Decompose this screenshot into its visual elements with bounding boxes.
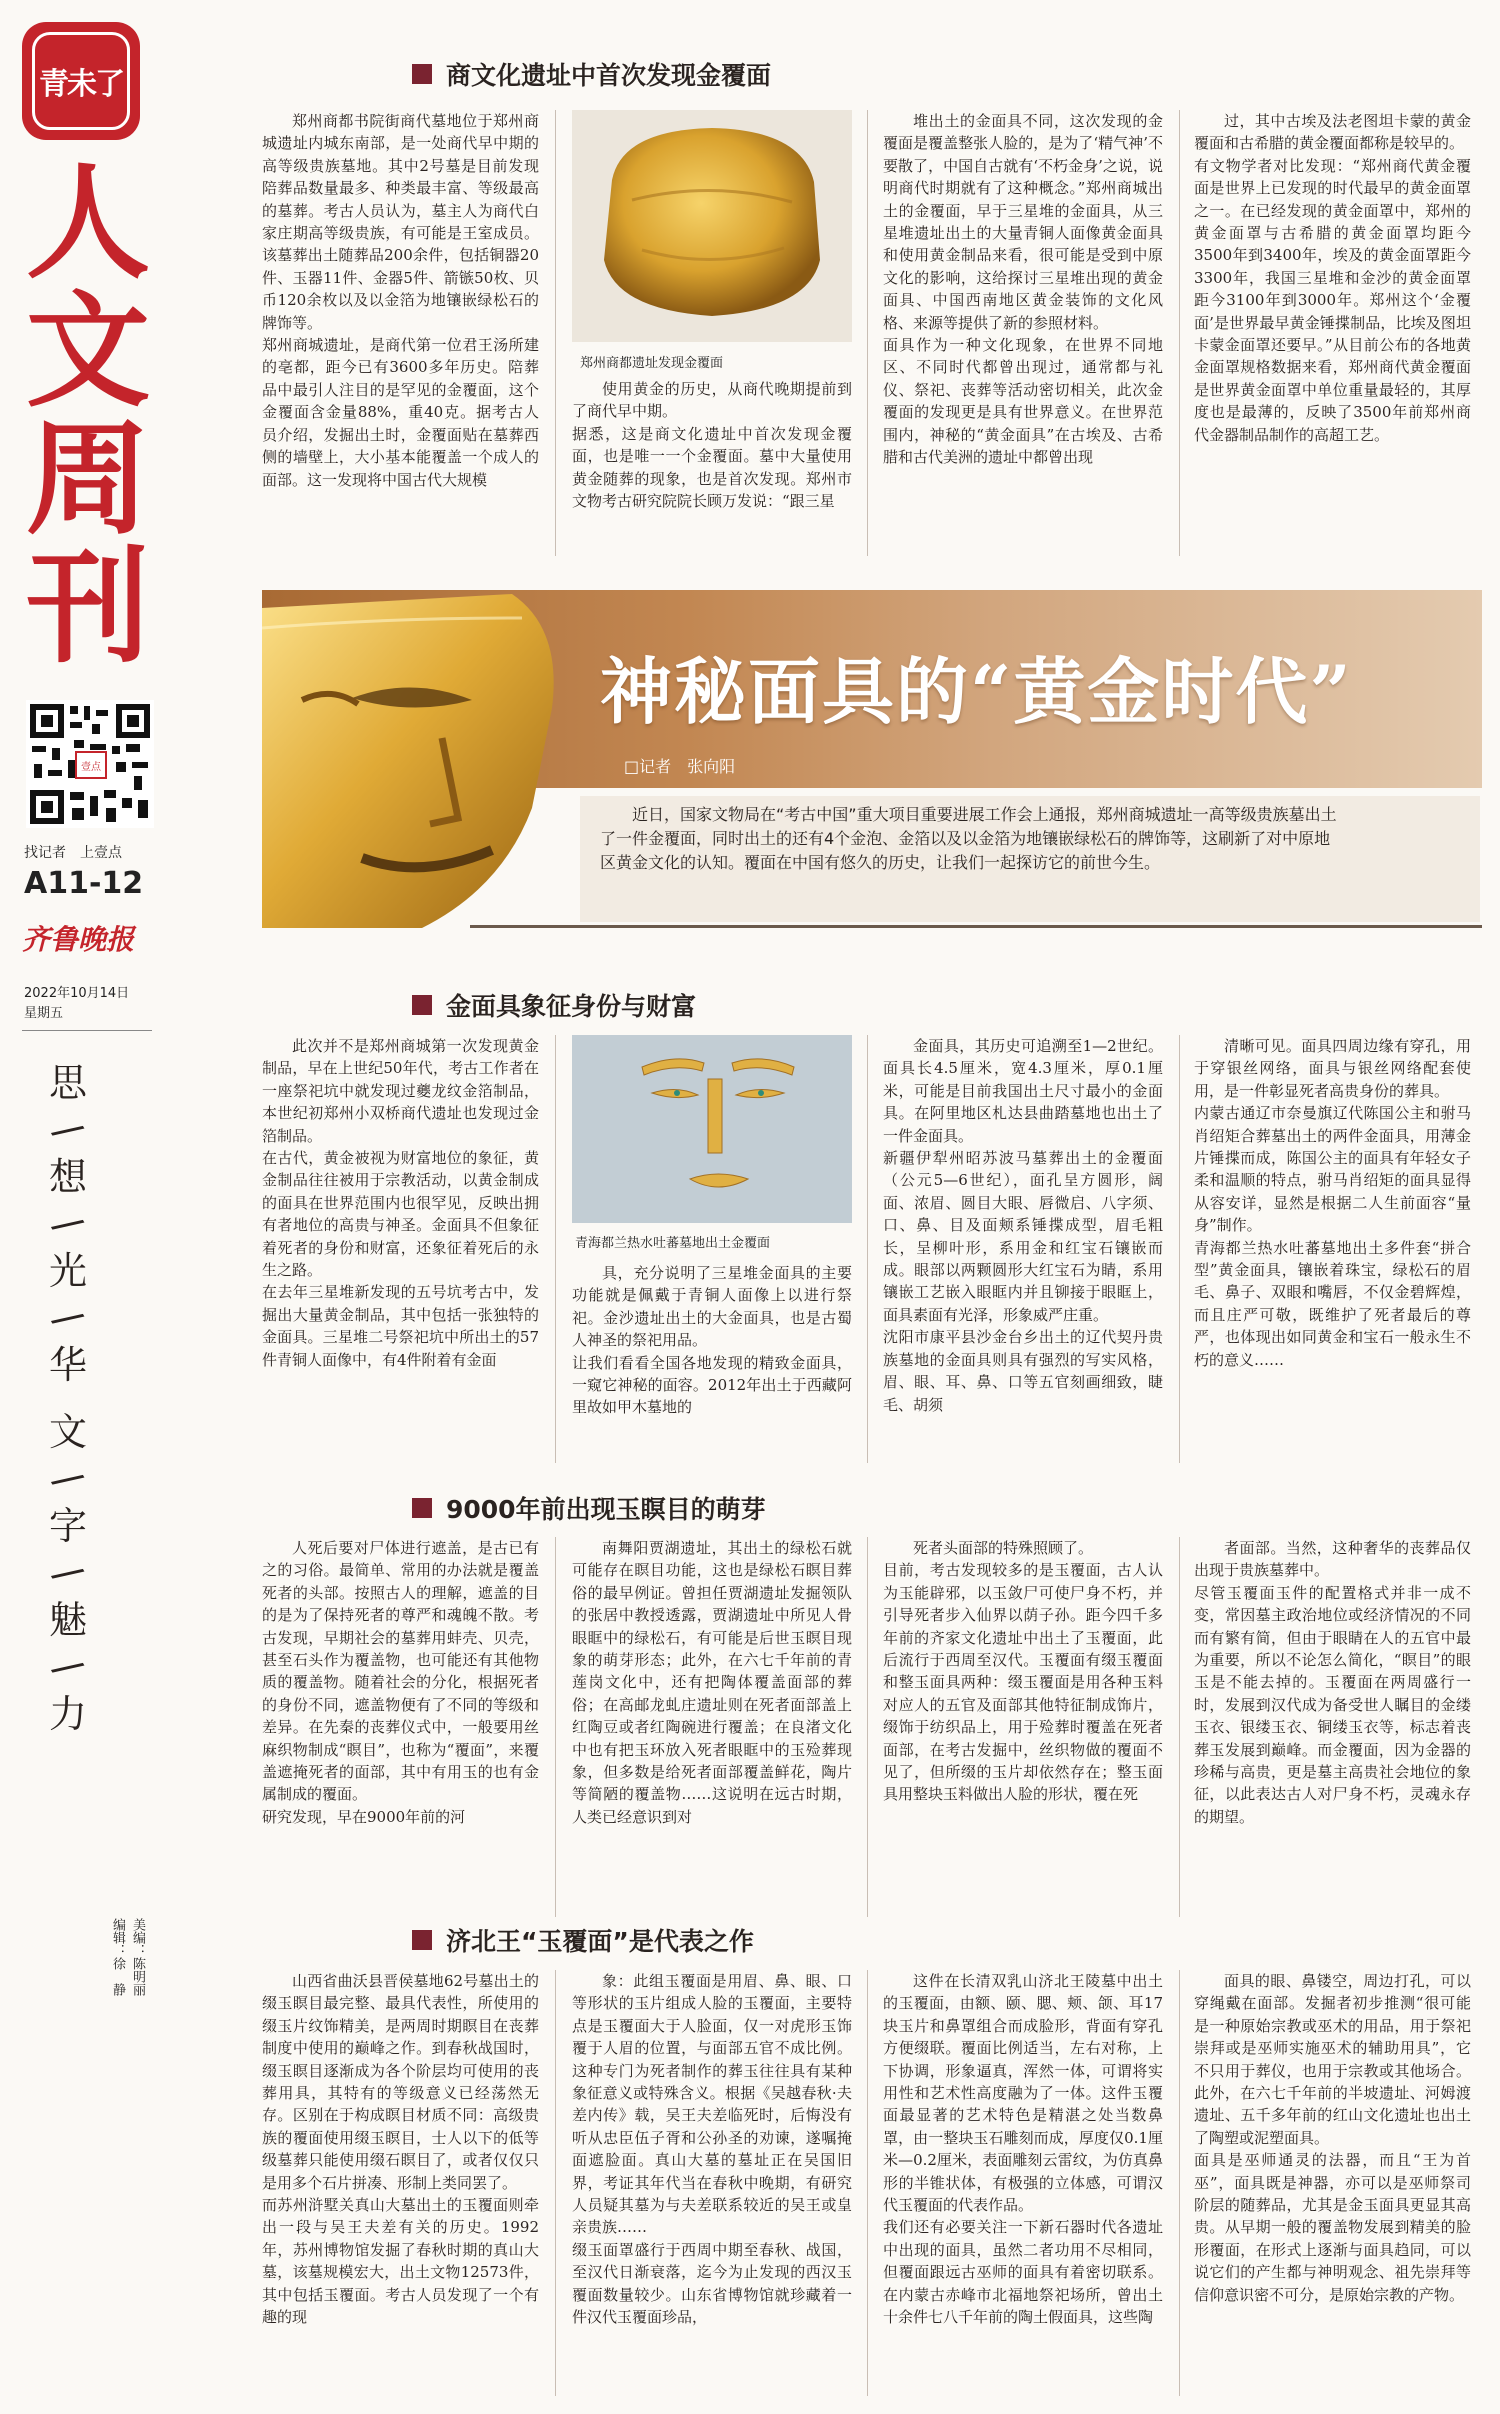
title-char-3: 周 <box>25 408 150 552</box>
section-3-col-2: 南舞阳贾湖遗址，其出土的绿松石就可能存在瞑目功能，这也是绿松石瞑目葬俗的最早例证。曾担任贾湖遗址发掘领队的张居中教授透露，贾湖遗址中所见人骨眼眶中的绿松石，有可能是后世玉瞑目现象的萌芽形态；此外，在六七千年前的青莲岗文化中，还有把陶体覆盖面部的葬俗；在高邮龙虬庄遗址则在死者面部盖上红陶豆或者红陶碗进行覆盖；在良渚文化中也有把玉环放入死者眼眶中的玉殓葬现象，但多数是给死者面部覆盖鲜花，陶片等简陋的覆盖物……这说明在远古时期，人类已经意识到对 <box>572 1539 852 1826</box>
section-4-title-text: 济北王“玉覆面”是代表之作 <box>446 1927 754 1956</box>
reporter-label: 找记者 上壹点 <box>24 845 122 861</box>
slogan-sep: / <box>46 1113 91 1147</box>
slogan-char-7: 魅 <box>48 1598 87 1642</box>
section-2-title <box>412 987 696 1023</box>
title-char-4: 刊 <box>25 536 150 680</box>
col-divider <box>867 1035 868 1463</box>
qr-code-icon[interactable] <box>26 700 154 828</box>
section-1-col-3: 堆出土的金面具不同，这次发现的金覆面是覆盖整张人脸的，是为了‘精气神’不要散了，中国自古就有‘不朽金身’之说，说明商代时期就有了这种概念。”郑州商城出土的金覆面，早于三星堆的金面具，从三星堆遗址出土的大量青铜人面像黄金面具和使用黄金制品来看，很可能是受到中原文化的影响，这给探讨三星堆出现的黄金面具、中国西南地区黄金装饰的文化风格、来源等提供了新的参照材料。 面具作为一种文化现象，在世界不同地区、不同时代都曾出现过，通常都与礼仪、祭祀、丧葬等活动密切相关，此次金覆面的发现更是具有世界意义。在世界范围内，神秘的“黄金面具”在古埃及、古希腊和古代美洲的遗址中都曾出现 <box>883 112 1163 467</box>
section-marker-icon <box>412 1498 432 1518</box>
gold-mask-photo <box>572 110 852 342</box>
masthead-title <box>18 152 158 680</box>
col-divider <box>555 1035 556 1463</box>
credit-editor: 编辑：徐 静 <box>110 1918 125 1996</box>
section-1-col-4: 过，其中古埃及法老图坦卡蒙的黄金覆面和古希腊的黄金覆面都称是较早的。 有文物学者对比发现：“郑州商代黄金覆面是世界上已发现的时代最早的黄金面罩之一。在已经发现的黄金面罩中，郑州的黄金面罩与古希腊的黄金面罩均距今3500年到3400年，埃及的黄金面罩距今3300年，我国三星堆和金沙的黄金面罩距今3100年到3000年。郑州这个‘金覆面’是世界最早黄金锤揲制品，比埃及图坦卡蒙金面罩还要早。”从目前公布的各地黄金面罩规格数据来看，郑州商代黄金覆面是世界黄金面罩中单位重量最轻的，其厚度也是最薄的，反映了3500年前郑州商代金器制品制作的高超工艺。 <box>1194 112 1471 444</box>
issue-date: 2022年10月14日 <box>24 986 130 1001</box>
page-number: A11-12 <box>24 866 144 901</box>
col-divider <box>867 1970 868 2396</box>
slogan-char-5: 文 <box>48 1410 87 1454</box>
col-divider <box>867 110 868 556</box>
col-divider <box>555 110 556 556</box>
col-divider <box>1179 1035 1180 1463</box>
title-char-1: 人 <box>25 152 150 296</box>
logo-text: 青未了 <box>39 67 123 102</box>
section-4-col-1: 山西省曲沃县晋侯墓地62号墓出土的缀玉瞑目最完整、最具代表性，所使用的缀玉片纹饰精美，是两周时期瞑目在丧葬制度中使用的巅峰之作。到春秋战国时，缀玉瞑目逐渐成为各个阶层均可使用的丧葬用具，其特有的等级意义已经荡然无存。区别在于构成瞑目材质不同：高级贵族的覆面使用缀玉瞑目，士人以下的低等级墓葬只能使用缀石瞑目了，或者仅仅只是用多个石片拼凑、形制上类同罢了。 而苏州浒墅关真山大墓出土的玉覆面则牵出一段与吴王夫差有关的历史。1992年，苏州博物馆发掘了春秋时期的真山大墓，该墓规模宏大，出土文物12573件，其中包括玉覆面。考古人员发现了一个有趣的现 <box>262 1972 539 2327</box>
col-divider <box>867 1537 868 1917</box>
section-1-col-1: 郑州商都书院街商代墓地位于郑州商城遗址内城东南部，是一处商代早中期的高等级贵族墓地。其中2号墓是目前发现陪葬品数量最多、种类最丰富、等级最高的墓葬。考古人员认为，墓主人为商代白家庄期高等级贵族，有可能是王室成员。该墓葬出土随葬品200余件，包括铜器20件、玉器11件、金器5件、箭镞50枚、贝币120余枚以及以金箔为地镶嵌绿松石的牌饰等。 郑州商城遗址，是商代第一位君王汤所建的亳都，距今已有3600多年历史。陪葬品中最引人注目的是罕见的金覆面，这个金覆面含金量88%，重40克。据考古人员介绍，发掘出土时，金覆面贴在墓葬西侧的墙壁上，大小基本能覆盖一个成人的面部。这一发现将中国古代大规模 <box>262 112 539 489</box>
slogan-sep: / <box>46 1650 91 1684</box>
banner-intro: 近日，国家文物局在“考古中国”重大项目重要进展工作会上通报，郑州商城遗址一高等级贵族墓出土了一件金覆面，同时出土的还有4个金泡、金箔以及以金箔为地镶嵌绿松石的牌饰等，这刷新了对中原地区黄金文化的认知。覆面在中国有悠久的历史，让我们一起探访它的前世今生。 <box>600 805 1337 872</box>
col-divider <box>555 1970 556 2396</box>
slogan-char-3: 光 <box>48 1249 87 1293</box>
section-1-col-2: 使用黄金的历史，从商代晚期提前到了商代早中期。 据悉，这是商文化遗址中首次发现金覆面，也是唯一一个金覆面。墓中大量使用黄金随葬的现象，也是首次发现。郑州市文物考古研究院院长顾万发说：“跟三星 <box>572 380 852 511</box>
masthead-divider <box>22 1030 152 1031</box>
section-2-col-1: 此次并不是郑州商城第一次发现黄金制品，早在上世纪50年代，考古工作者在一座祭祀坑中就发现过夔龙纹金箔制品，本世纪初郑州小双桥商代遗址也发现过金箔制品。 在古代，黄金被视为财富地位的象征，黄金制品往往被用于宗教活动，以黄金制成的面具在世界范围内也很罕见，反映出拥有者地位的高贵与神圣。金面具不但象征着死者的身份和财富，还象征着死后的永生之路。 在去年三星堆新发现的五号坑考古中，发掘出大量黄金制品，其中包括一张独特的金面具。三星堆二号祭祀坑中所出土的57件青铜人面像中，有4件附着有金面 <box>262 1037 539 1369</box>
col-divider <box>1179 1970 1180 2396</box>
banner-headline: 神秘面具的“黄金时代” <box>600 649 1353 734</box>
section-3-title <box>412 1490 766 1526</box>
section-2-col-3: 金面具，其历史可追溯至1—2世纪。面具长4.5厘米，宽4.3厘米，厚0.1厘米，可能是目前我国出土尺寸最小的金面具。在阿里地区札达县曲踏墓地也出土了一件金面具。 新疆伊犁州昭苏波马墓葬出土的金覆面（公元5—6世纪），面孔呈方圆形，阔面、浓眉、圆目大眼、唇微启、八字须、口、鼻、目及面颊系锤揲成型，眉毛粗长，呈柳叶形，系用金和红宝石镶嵌而成。眼部以两颗圆形大红宝石为睛，系用镶嵌工艺嵌入眼眶内并且铆接于眼眶上，面具素面有光泽，形象威严庄重。 沈阳市康平县沙金台乡出土的辽代契丹贵族墓地的金面具则具有强烈的写实风格，眉、眼、耳、鼻、口等五官刻画细致，睫毛、胡须 <box>883 1037 1163 1414</box>
section-marker-icon <box>412 1930 432 1950</box>
section-4-col-4: 面具的眼、鼻镂空，周边打孔，可以穿绳戴在面部。发掘者初步推测“很可能是一种原始宗教或巫术的用品，用于祭祀崇拜或是巫师实施巫术的辅助用具”，它不只用于葬仪，也用于宗教或其他场合。此外，在六七千年前的半坡遗址、河姆渡遗址、五千多年前的红山文化遗址也出土了陶塑或泥塑面具。 面具是巫师通灵的法器，而且“王为首巫”，面具既是神器，亦可以是巫师祭司阶层的随葬品，尤其是金玉面具更显其高贵。从早期一般的覆盖物发展到精美的脸形覆面，在形式上逐渐与面具趋同，可以说它们的产生都与神明观念、祖先崇拜等信仰意识密不可分，是原始宗教的产物。 <box>1194 1972 1471 2304</box>
gold-mask-image <box>572 110 852 342</box>
section-3-col-4: 者面部。当然，这种奢华的丧葬品仅出现于贵族墓葬中。 尽管玉覆面玉件的配置格式并非一成不变，常因墓主政治地位或经济情况的不同而有繁有简，但由于眼睛在人的五官中最为重要，所以不论怎么简化，“瞑目”的眼玉是不能去掉的。玉覆面在两周盛行一时，发展到汉代成为备受世人瞩目的金缕玉衣、银缕玉衣、铜缕玉衣等，标志着丧葬玉发展到巅峰。而金覆面，因为金器的珍稀与高贵，更是墓主高贵社会地位的象征，以此表达古人对尸身不朽，灵魂永存的期望。 <box>1194 1539 1471 1826</box>
section-3-title-text: 9000年前出现玉瞑目的萌芽 <box>446 1495 766 1524</box>
svg-text:壹点: 壹点 <box>81 762 101 773</box>
logo-inner <box>32 32 130 130</box>
credit-art-editor: 美编：陈明丽 <box>130 1918 145 1996</box>
title-char-2: 文 <box>25 280 150 424</box>
slogan-char-8: 力 <box>48 1692 87 1736</box>
col-divider <box>1179 110 1180 556</box>
slogan-spacer <box>38 1389 98 1409</box>
issue-weekday: 星期五 <box>24 1006 64 1021</box>
section-1-title <box>412 56 771 92</box>
section-1-title-text: 商文化遗址中首次发现金覆面 <box>446 61 772 90</box>
section-3-col-3: 死者头面部的特殊照顾了。 目前，考古发现较多的是玉覆面，古人认为玉能辟邪，以玉敛尸可使尸身不朽，并引导死者步入仙界以荫子孙。距今四千多年前的齐家文化遗址中出土了玉覆面，此后流行于西周至汉代。玉覆面有缀玉覆面和整玉面具两种：缀玉覆面是用各种玉料对应人的五官及面部其他特征制成饰片，缀饰于纺织品上，用于殓葬时覆盖在死者面部，在考古发掘中，丝织物做的覆面不见了，但所缀的玉片却依然存在；整玉面具用整块玉料做出人脸的形状，覆在死 <box>883 1539 1163 1804</box>
tibetan-gold-mask-photo <box>572 1035 852 1223</box>
section-1-caption: 郑州商都遗址发现金覆面 <box>580 356 724 371</box>
newspaper-name: 齐鲁晚报 <box>22 923 135 956</box>
section-4-col-3: 这件在长清双乳山济北王陵墓中出土的玉覆面，由额、颐、腮、颊、颌、耳17块玉片和鼻罩组合而成脸形，背面有穿孔方便缀联。覆面比例适当，左右对称，上下协调，形象逼真，浑然一体，可谓将实用性和艺术性高度融为了一体。这件玉覆面最显著的艺术特色是精湛之处当数鼻罩，由一整块玉石雕刻而成，厚度仅0.1厘米—0.2厘米，表面雕刻云雷纹，为仿真鼻形的半锥状体，有极强的立体感，可谓汉代玉覆面的代表作品。 我们还有必要关注一下新石器时代各遗址中出现的面具，虽然二者功用不尽相同，但覆面跟远古巫师的面具有着密切联系。在内蒙古赤峰市北福地祭祀场所，曾出土十余件七八千年前的陶土假面具，这些陶 <box>883 1972 1163 2327</box>
slogan-char-6: 字 <box>48 1504 87 1548</box>
section-4-col-2: 象：此组玉覆面是用眉、鼻、眼、口等形状的玉片组成人脸的玉覆面，主要特点是玉覆面大于人脸面，仅一对虎形玉饰覆于人眉的位置，与面部五官不成比例。这种专门为死者制作的葬玉往往具有某种象征意义或特殊含义。根据《吴越春秋·夫差内传》载，吴王夫差临死时，后悔没有听从忠臣伍子胥和公孙圣的劝谏，遂嘱掩面遮脸面。真山大墓的墓址正在吴国旧界，考证其年代当在春秋中晚期，有研究人员疑其墓为与夫差联系较近的吴王或皇亲贵族…… 缀玉面罩盛行于西周中期至春秋、战国，至汉代日渐衰落，迄今为止发现的西汉玉覆面数量较少。山东省博物馆就珍藏着一件汉代玉覆面珍品， <box>572 1972 852 2327</box>
col-divider <box>1179 1537 1180 1917</box>
col-divider <box>555 1537 556 1917</box>
section-3-col-1: 人死后要对尸体进行遮盖，是古已有之的习俗。最简单、常用的办法就是覆盖死者的头部。按照古人的理解，遮盖的目的是为了保持死者的尊严和魂魄不散。考古发现，早期社会的墓葬用蚌壳、贝壳，甚至石头作为覆盖物，也可能还有其他物质的覆盖物。随着社会的分化，根据死者的身份不同，遮盖物便有了不同的等级和差异。在先秦的丧葬仪式中，一般要用丝麻织物制成“瞑目”，也称为“覆面”，来覆盖遮掩死者的面部，其中有用玉的也有金属制成的覆面。 研究发现，早在9000年前的河 <box>262 1539 539 1826</box>
section-4-title <box>412 1922 754 1958</box>
slogan-char-2: 想 <box>48 1155 87 1199</box>
banner-byline: □记者 张向阳 <box>624 757 736 776</box>
banner-bottom-rule <box>470 925 1482 928</box>
slogan <box>38 1060 98 1738</box>
section-2-col-4: 清晰可见。面具四周边缘有穿孔，用于穿银丝网络，面具与银丝网络配套使用，是一件彰显死者高贵身份的葬具。 内蒙古通辽市奈曼旗辽代陈国公主和驸马肖绍矩合葬墓出土的两件金面具，用薄金片锤揲而成，陈国公主的面具有年轻女子柔和温顺的特点，驸马肖绍矩的面具显得从容安详，显然是根据二人生前面容“量身”制作。 青海都兰热水吐蕃墓地出土多件套“拼合型”黄金面具，镶嵌着珠宝，绿松石的眉毛、鼻子、双眼和嘴唇，不仅金碧辉煌，而且庄严可敬，既维护了死者最后的尊严，也体现出如同黄金和宝石一般永生不朽的意义…… <box>1194 1037 1471 1369</box>
section-marker-icon <box>412 995 432 1015</box>
slogan-sep: / <box>46 1462 91 1496</box>
slogan-sep: / <box>46 1301 91 1335</box>
section-2-title-text: 金面具象征身份与财富 <box>446 992 697 1021</box>
slogan-char-1: 思 <box>48 1061 87 1105</box>
tibetan-gold-mask-image <box>572 1035 852 1223</box>
slogan-sep: / <box>46 1207 91 1241</box>
section-2-col-2: 具，充分说明了三星堆金面具的主要功能就是佩戴于青铜人面像上以进行祭祀。金沙遗址出土的大金面具，也是古蜀人神圣的祭祀用品。 让我们看看全国各地发现的精致金面具，一窥它神秘的面容。2012年出土于西藏阿里故如甲木墓地的 <box>572 1264 852 1417</box>
golden-mask-illustration <box>262 588 592 938</box>
section-2-caption: 青海都兰热水吐蕃墓地出土金覆面 <box>575 1236 771 1251</box>
section-marker-icon <box>412 64 432 84</box>
slogan-sep: / <box>46 1556 91 1590</box>
slogan-char-4: 华 <box>48 1343 87 1387</box>
